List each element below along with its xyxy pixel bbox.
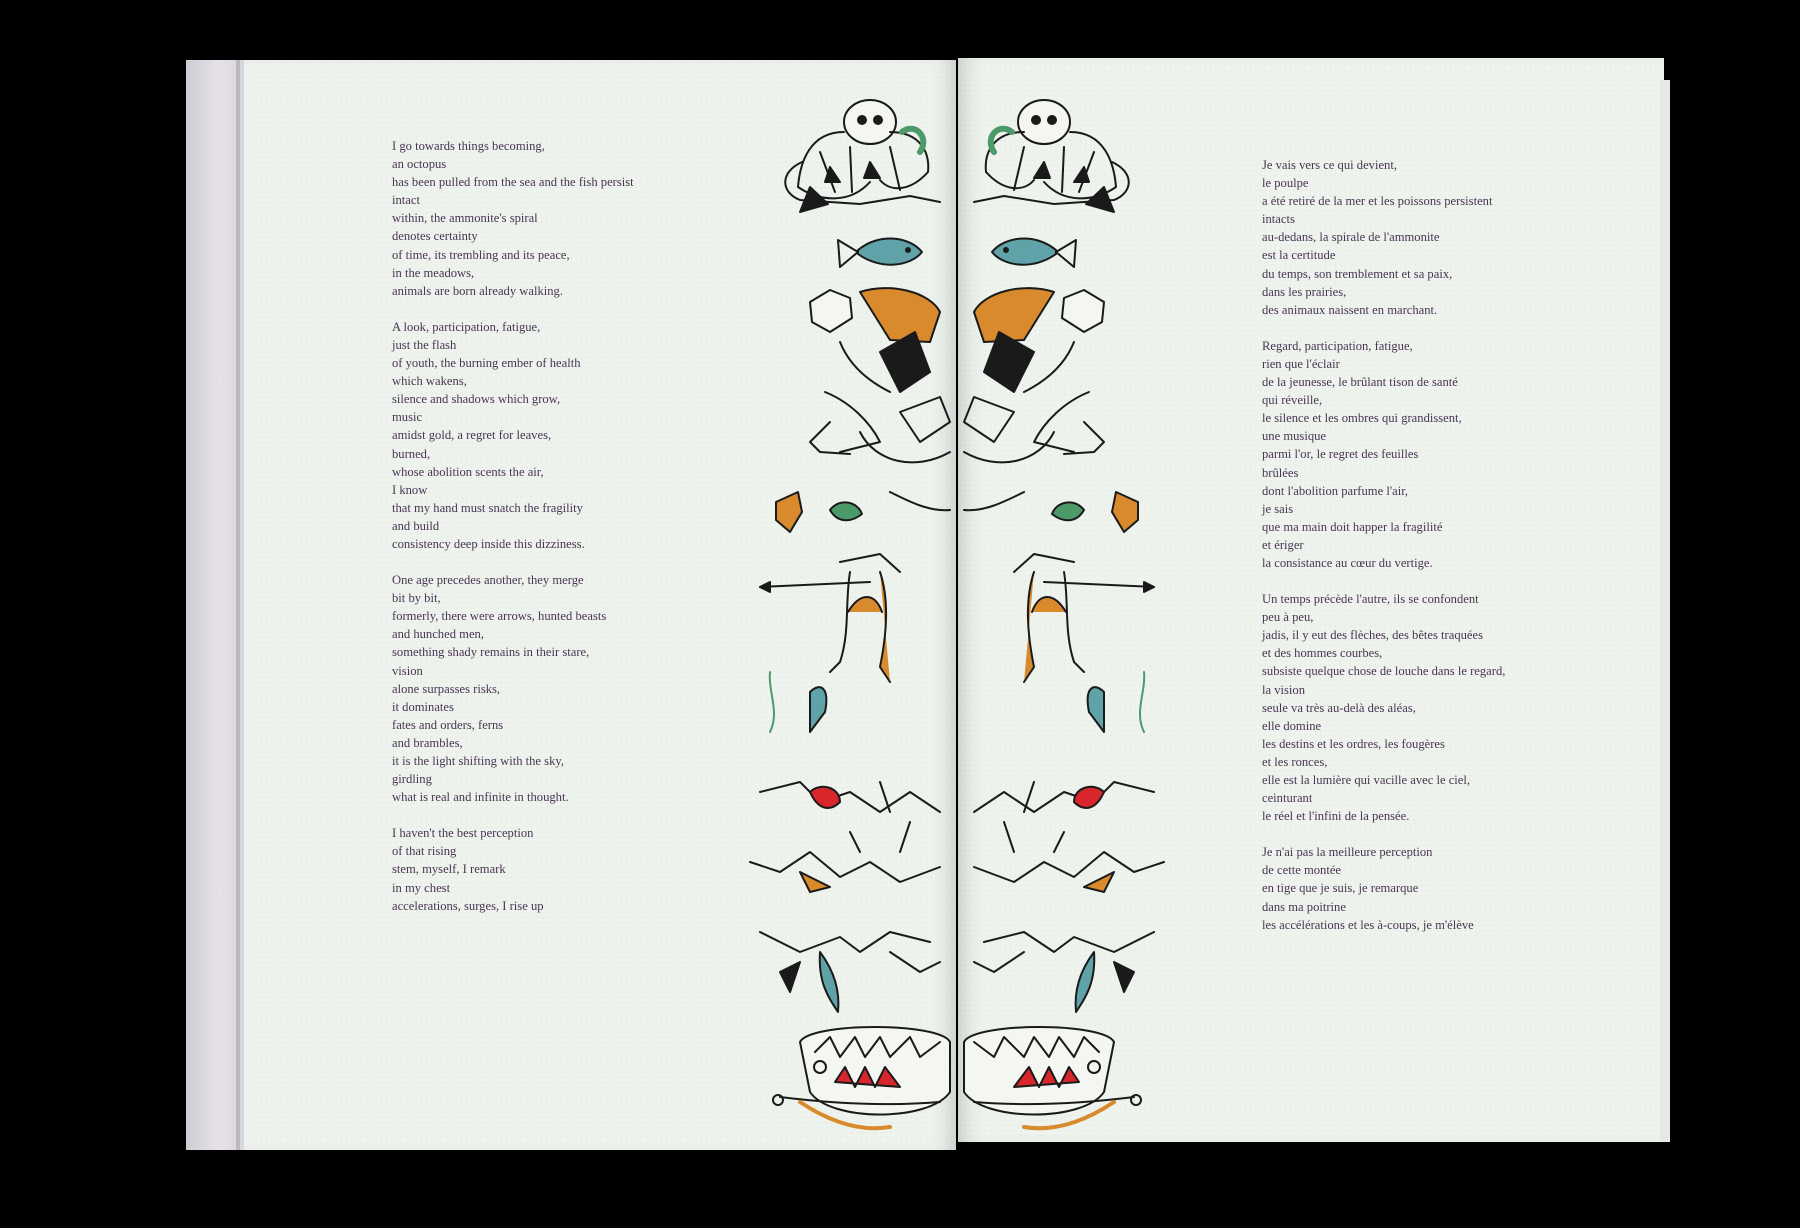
poem-line: la consistance au cœur du vertige. (1262, 555, 1433, 570)
poem-line: en tige que je suis, je remarque (1262, 881, 1419, 896)
octopus-drawing (785, 100, 940, 212)
illustration-left-half (740, 92, 956, 1132)
poem-line: within, the ammonite's spiral (392, 211, 538, 226)
poem-line: et des hommes courbes, (1262, 646, 1383, 661)
poem-line: a été retiré de la mer et les poissons persistent (1262, 194, 1493, 209)
poem-line: intact (392, 193, 420, 208)
poem-line: A look, participation, fatigue, (392, 319, 541, 334)
poem-line: des animaux naissent en marchant. (1262, 302, 1438, 317)
monster-face-drawing (773, 1027, 950, 1128)
poem-line: la vision (1262, 682, 1306, 697)
poem-line: intacts (1262, 212, 1295, 227)
poem-line: et les ronces, (1262, 754, 1328, 769)
poem-line: which wakens, (392, 374, 467, 389)
poem-line: ceinturant (1262, 791, 1313, 806)
poem-line: denotes certainty (392, 229, 478, 244)
right-page-edge (1660, 80, 1670, 1142)
poem-line: Je vais vers ce qui devient, (1262, 158, 1397, 172)
poem-line: je sais (1262, 501, 1294, 516)
brambles-drawing (750, 782, 940, 892)
poem-line: I go towards things becoming, (392, 139, 545, 153)
monster-face-drawing-mirror (964, 1027, 1141, 1128)
poem-line: est la certitude (1262, 248, 1336, 263)
poem-line: amidst gold, a regret for leaves, (392, 428, 552, 443)
poem-line: les accélérations et les à-coups, je m'élève (1262, 917, 1474, 932)
leaves-drawing (776, 492, 950, 532)
beasts-drawing (810, 288, 950, 462)
poem-line: Regard, participation, fatigue, (1262, 338, 1413, 353)
english-poem (392, 137, 692, 933)
poem-line: has been pulled from the sea and the fish persist (392, 175, 634, 190)
poem-stanza (392, 571, 692, 806)
poem-line: and build (392, 518, 440, 533)
poem-line: fates and orders, ferns (392, 717, 504, 732)
poem-stanza (1262, 590, 1572, 825)
poem-line: of youth, the burning ember of health (392, 356, 581, 371)
poem-line: qui réveille, (1262, 393, 1323, 408)
poem-line: le silence et les ombres qui grandissent, (1262, 411, 1462, 426)
poem-line: dont l'abolition parfume l'air, (1262, 483, 1409, 498)
poem-line: that my hand must snatch the fragility (392, 500, 583, 515)
leaves-drawing-mirror (964, 492, 1138, 532)
poem-line: accelerations, surges, I rise up (392, 898, 544, 913)
poem-line: an octopus (392, 157, 447, 172)
poem-line: of that rising (392, 844, 457, 859)
poem-line: vision (392, 663, 423, 678)
french-poem (1262, 156, 1572, 952)
poem-line: Je n'ai pas la meilleure perception (1262, 845, 1433, 860)
poem-line: just the flash (392, 337, 457, 352)
poem-line: silence and shadows which grow, (392, 392, 561, 407)
poem-line: what is real and infinite in thought. (392, 790, 569, 805)
poem-line: alone surpasses risks, (392, 681, 501, 696)
poem-line: rien que l'éclair (1262, 356, 1340, 371)
poem-line: de la jeunesse, le brûlant tison de santé (1262, 375, 1458, 390)
poem-line: le poulpe (1262, 176, 1309, 191)
poem-line: du temps, son tremblement et sa paix, (1262, 266, 1453, 281)
poem-line: whose abolition scents the air, (392, 464, 544, 479)
poem-line: brûlées (1262, 465, 1299, 480)
poem-line: in the meadows, (392, 265, 475, 280)
poem-line: and hunched men, (392, 627, 484, 642)
octopus-drawing-mirror (974, 100, 1129, 212)
poem-line: I know (392, 482, 428, 497)
poem-line: et ériger (1262, 537, 1304, 552)
poem-stanza (1262, 156, 1572, 319)
beasts-drawing-mirror (964, 288, 1104, 462)
poem-line: formerly, there were arrows, hunted beasts (392, 609, 607, 624)
poem-line: it dominates (392, 699, 454, 714)
poem-line: elle domine (1262, 718, 1322, 733)
poem-line: something shady remains in their stare, (392, 645, 590, 660)
poem-line: I haven't the best perception (392, 826, 534, 841)
poem-line: jadis, il y eut des flèches, des bêtes traquées (1262, 628, 1484, 643)
hunters-drawing-mirror (1014, 554, 1154, 732)
poem-line: One age precedes another, they merge (392, 573, 584, 588)
poem-stanza (1262, 337, 1572, 572)
poem-line: animals are born already walking. (392, 283, 563, 298)
poem-line: bit by bit, (392, 591, 441, 606)
poem-line: it is the light shifting with the sky, (392, 754, 564, 768)
poem-line: le réel et l'infini de la pensée. (1262, 809, 1410, 824)
poem-line: elle est la lumière qui vacille avec le ciel, (1262, 773, 1471, 787)
poem-stanza (1262, 843, 1572, 933)
poem-line: music (392, 410, 423, 425)
poem-line: que ma main doit happer la fragilité (1262, 519, 1443, 534)
poem-line: consistency deep inside this dizziness. (392, 536, 585, 551)
poem-line: and brambles, (392, 735, 463, 750)
poem-line: peu à peu, (1262, 610, 1314, 625)
poem-line: parmi l'or, le regret des feuilles (1262, 447, 1419, 462)
poem-line: girdling (392, 772, 432, 787)
poem-stanza (392, 318, 692, 553)
brambles-drawing-mirror (974, 782, 1164, 892)
poem-line: burned, (392, 446, 431, 461)
poem-line: une musique (1262, 429, 1327, 444)
poem-line: subsiste quelque chose de louche dans le regard, (1262, 664, 1506, 679)
birds-drawing-mirror (974, 932, 1154, 1012)
poem-line: Un temps précède l'autre, ils se confondent (1262, 592, 1479, 607)
illustration-right-half (958, 92, 1174, 1132)
poem-line: in my chest (392, 880, 451, 895)
poem-line: of time, its trembling and its peace, (392, 247, 570, 262)
poem-stanza (392, 137, 692, 300)
poem-line: les destins et les ordres, les fougères (1262, 736, 1445, 751)
book-spine-shadow (236, 60, 240, 1150)
poem-stanza (392, 824, 692, 914)
fish-drawing-mirror (992, 238, 1076, 267)
birds-drawing (760, 932, 940, 1012)
poem-line: dans les prairies, (1262, 284, 1347, 299)
fish-drawing (838, 238, 922, 267)
poem-line: seule va très au-delà des aléas, (1262, 700, 1416, 715)
poem-line: stem, myself, I remark (392, 862, 506, 877)
hunters-drawing (760, 554, 900, 732)
poem-line: dans ma poitrine (1262, 899, 1346, 914)
poem-line: de cette montée (1262, 863, 1342, 878)
poem-line: au-dedans, la spirale de l'ammonite (1262, 230, 1440, 245)
